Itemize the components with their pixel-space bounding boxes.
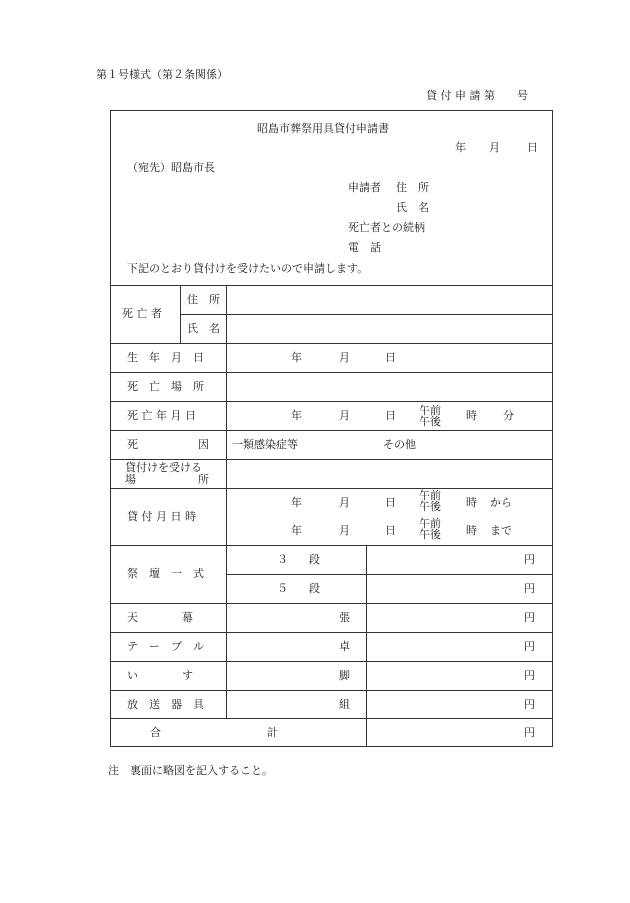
rental-until-label: まで: [490, 524, 512, 537]
applicant-name-label: 氏 名: [396, 201, 429, 214]
applicant-label: 申請者: [348, 181, 381, 194]
rental-until-year: 年: [291, 524, 302, 537]
rule-header-bottom: [110, 285, 553, 286]
rental-period-label: 貸 付 月 日 時: [127, 510, 196, 523]
application-statement: 下記のとおり貸付けを受けたいので申請します。: [127, 262, 369, 275]
rental-until-pm: 午後: [419, 528, 441, 541]
total-label-left: 合: [150, 726, 161, 739]
cause-option-other: その他: [383, 438, 416, 451]
death-year: 年: [291, 409, 302, 422]
addressee: （宛先）昭島市長: [127, 161, 215, 174]
rule: [110, 430, 553, 431]
cause-label-right: 因: [198, 438, 209, 451]
rental-from-hour: 時: [466, 496, 477, 509]
deceased-address-label: 住 所: [187, 293, 220, 306]
tent-unit: 張: [339, 611, 350, 624]
death-day: 日: [385, 409, 396, 422]
rule: [110, 603, 553, 604]
rule: [110, 488, 553, 489]
rule: [110, 718, 553, 719]
deceased-name-label: 氏 名: [187, 322, 220, 335]
birth-year: 年: [291, 351, 302, 364]
audio-yen: 円: [524, 698, 535, 711]
header-date-day: 日: [527, 141, 538, 154]
table-yen: 円: [524, 640, 535, 653]
rule-altar-mid: [226, 574, 553, 575]
rental-from-day: 日: [385, 496, 396, 509]
rental-place-label-line2-right: 所: [198, 473, 209, 486]
total-label-right: 計: [267, 726, 278, 739]
death-place-label: 死 亡 場 所: [127, 380, 204, 393]
chair-yen: 円: [524, 669, 535, 682]
rule-v-amount: [366, 545, 367, 747]
chair-unit: 脚: [339, 669, 350, 682]
altar-5-yen: 円: [524, 582, 535, 595]
rental-until-hour: 時: [466, 524, 477, 537]
relationship-label: 死亡者との続柄: [348, 221, 425, 234]
rule-v-deceased: [180, 285, 181, 343]
cause-option-infectious: 一類感染症等: [232, 438, 298, 451]
death-minute: 分: [503, 409, 514, 422]
altar-5-unit: 段: [309, 582, 320, 595]
birth-date-label: 生 年 月 日: [127, 351, 204, 364]
tent-label: 天 幕: [127, 611, 193, 624]
cause-label-left: 死: [127, 438, 138, 451]
rental-from-month: 月: [339, 496, 350, 509]
rule: [110, 459, 553, 460]
rental-place-label-line1: 貸付けを受ける: [125, 461, 202, 474]
form-title: 昭島市葬祭用具貸付申請書: [257, 122, 389, 135]
death-hour: 時: [466, 409, 477, 422]
death-month: 月: [339, 409, 350, 422]
applicant-address-label: 住 所: [396, 181, 429, 194]
rental-until-day: 日: [385, 524, 396, 537]
rental-from-label: から: [490, 496, 512, 509]
rule: [110, 545, 553, 546]
rental-from-pm: 午後: [419, 500, 441, 513]
audio-unit: 組: [339, 698, 350, 711]
altar-3-unit: 段: [309, 553, 320, 566]
table-label: テ ー ブ ル: [127, 640, 204, 653]
rule: [110, 372, 553, 373]
rule: [110, 401, 553, 402]
tent-yen: 円: [524, 611, 535, 624]
rule: [110, 690, 553, 691]
altar-label: 祭 壇 一 式: [127, 567, 204, 580]
birth-day: 日: [385, 351, 396, 364]
rule-v-label: [226, 285, 227, 718]
birth-month: 月: [339, 351, 350, 364]
rental-until-am: 午前: [419, 517, 441, 530]
altar-5-count: ５: [277, 582, 288, 595]
rental-from-year: 年: [291, 496, 302, 509]
altar-3-count: ３: [277, 553, 288, 566]
form-number: 第１号様式（第２条関係）: [96, 68, 228, 81]
rental-from-am: 午前: [419, 489, 441, 502]
death-am: 午前: [419, 404, 441, 417]
rule: [110, 661, 553, 662]
table-unit: 卓: [339, 640, 350, 653]
audio-label: 放 送 器 具: [127, 698, 204, 711]
receipt-number: 貸 付 申 請 第 号: [426, 89, 528, 102]
rule-deceased-mid: [180, 314, 553, 315]
altar-3-yen: 円: [524, 553, 535, 566]
chair-label: い す: [127, 669, 193, 682]
rule: [110, 632, 553, 633]
header-date-month: 月: [489, 141, 500, 154]
death-datetime-label: 死 亡 年 月 日: [127, 409, 196, 422]
total-yen: 円: [524, 726, 535, 739]
death-pm: 午後: [419, 415, 441, 428]
rule: [110, 343, 553, 344]
footnote: 注 裏面に略図を記入すること。: [108, 764, 273, 777]
header-date-year: 年: [455, 141, 466, 154]
rental-until-month: 月: [339, 524, 350, 537]
deceased-label: 死 亡 者: [122, 307, 162, 320]
phone-label: 電 話: [348, 241, 381, 254]
rental-place-label-line2-left: 場: [125, 473, 136, 486]
